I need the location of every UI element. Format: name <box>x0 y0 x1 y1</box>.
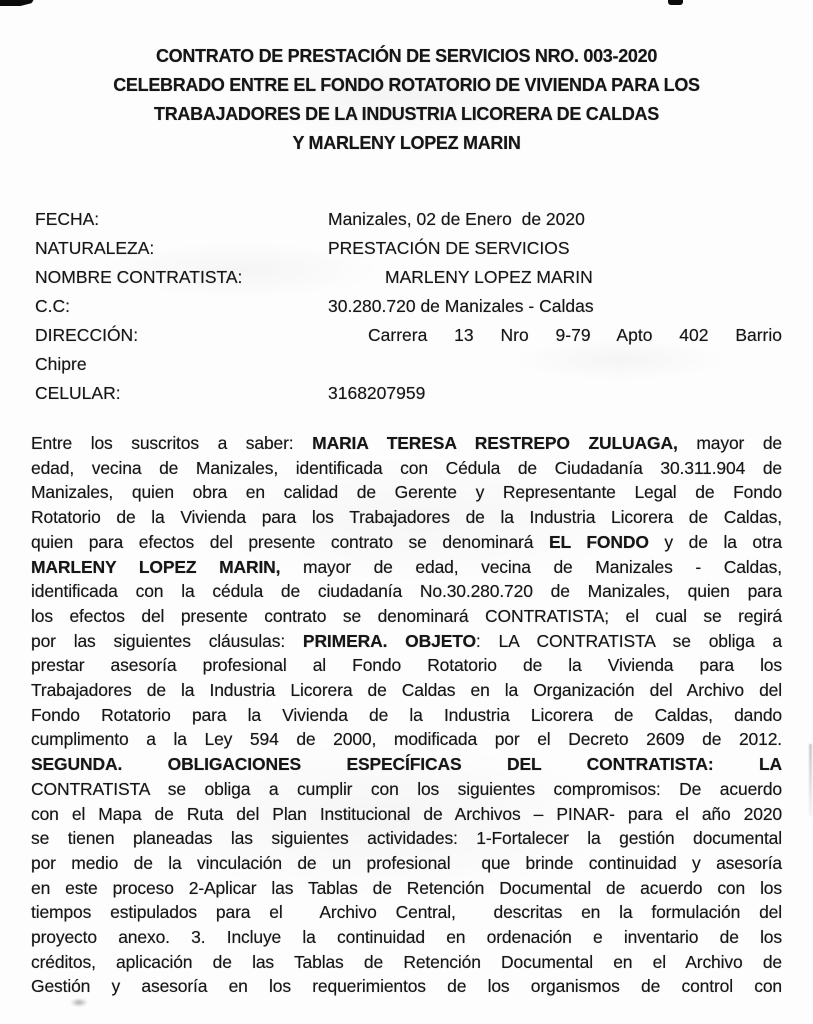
contract-body-line: Trabajadores de la Industria Licorera de Caldas en la Organización del Archivo del <box>31 680 782 701</box>
text-segment: mayor de edad, vecina de Manizales - Caldas, <box>280 556 782 577</box>
contract-body-line: por medio de la vinculación de un profesional que brinde continuidad y asesoría <box>31 852 782 873</box>
contract-body-line: créditos, aplicación de las Tablas de Retención Documental en el Archivo de <box>31 951 782 972</box>
contract-body-line: CONTRATISTA se obliga a cumplir con los siguientes compromisos: De acuerdo <box>31 778 782 799</box>
contract-body-line <box>31 629 782 654</box>
scan-artifact-top-right <box>668 0 683 5</box>
nombre-contratista-label: NOMBRE CONTRATISTA: <box>35 267 243 287</box>
cc-value: 30.280.720 de Manizales - Caldas <box>328 296 594 316</box>
contract-body-line: identificada con la cédula de ciudadanía No.30.280.720 de Manizales, quien para <box>31 581 782 602</box>
contract-body-line <box>31 555 782 580</box>
contract-body-line: se tienen planeadas las siguientes actividades: 1-Fortalecer la gestión documental <box>31 828 782 849</box>
contract-body-line: con el Mapa de Ruta del Plan Institucional de Archivos – PINAR- para el año 2020 <box>31 803 782 824</box>
contract-body-line <box>31 431 782 456</box>
scan-artifact-top-left <box>0 0 34 6</box>
document-title-line: Y MARLENY LOPEZ MARIN <box>292 133 521 153</box>
meta-row-celular <box>35 379 782 408</box>
naturaleza-label: NATURALEZA: <box>35 238 155 258</box>
direccion-value-overflow: Chipre <box>35 354 87 374</box>
text-segment: : LA CONTRATISTA se obliga a <box>475 630 782 651</box>
contract-body-line: Rotatorio de la Vivienda para los Trabajadores de la Industria Licorera de Caldas, <box>31 507 782 528</box>
document-title <box>48 42 765 158</box>
bold-text-segment: MARIA TERESA RESTREPO ZULUAGA, <box>312 433 678 453</box>
contract-body-line <box>31 530 782 555</box>
meta-row-cc <box>35 292 782 321</box>
document-title-line: CONTRATO DE PRESTACIÓN DE SERVICIOS NRO. 003-2020 <box>155 46 658 66</box>
nombre-contratista-value: MARLENY LOPEZ MARIN <box>385 267 593 287</box>
contract-body-line: cumplimento a la Ley 594 de 2000, modificada por el Decreto 2609 de 2012. <box>31 729 782 750</box>
fecha-label: FECHA: <box>35 209 100 229</box>
meta-row-naturaleza <box>35 234 782 263</box>
text-segment: mayor de <box>677 433 782 453</box>
contract-body-line: tiempos estipulados para el Archivo Central, descritas en la formulación del <box>31 902 782 923</box>
contract-body-line: Fondo Rotatorio para la Vivienda de la Industria Licorera de Caldas, dando <box>31 704 782 725</box>
celular-value: 3168207959 <box>328 383 426 403</box>
bold-text-segment: PRIMERA. OBJETO <box>302 630 476 651</box>
meta-row-fecha <box>35 205 782 234</box>
text-segment: por las siguientes cláusulas: <box>31 630 303 651</box>
celular-label: CELULAR: <box>35 383 121 403</box>
contract-body-paragraph <box>31 431 782 999</box>
text-segment: Entre los suscritos a saber: <box>31 433 313 453</box>
bold-text-segment: MARLENY LOPEZ MARIN, <box>31 556 281 577</box>
fecha-value: Manizales, 02 de Enero de 2020 <box>328 209 585 229</box>
text-segment: quien para efectos del presente contrato se denominará <box>31 531 549 552</box>
document-title-line: CELEBRADO ENTRE EL FONDO ROTATORIO DE VIVIENDA PARA LOS <box>113 75 700 95</box>
bold-text-segment: SEGUNDA. OBLIGACIONES ESPECÍFICAS DEL CONTRATISTA: LA <box>31 754 782 775</box>
bold-text-segment: EL FONDO <box>548 531 649 552</box>
contract-body-line <box>31 752 782 777</box>
naturaleza-value: PRESTACIÓN DE SERVICIOS <box>328 238 570 258</box>
scan-edge-artifact-right <box>809 744 812 816</box>
contract-body-line: Manizales, quien obra en calidad de Gerente y Representante Legal de Fondo <box>31 482 782 503</box>
meta-row-direccion <box>35 321 782 350</box>
contract-body-line: en este proceso 2-Aplicar las Tablas de Retención Documental de acuerdo con los <box>31 877 782 898</box>
text-segment: y de la otra <box>648 531 782 552</box>
document-title-line: TRABAJADORES DE LA INDUSTRIA LICORERA DE CALDAS <box>154 104 659 124</box>
contract-body-line: edad, vecina de Manizales, identificada con Cédula de Ciudadanía 30.311.904 de <box>31 457 782 478</box>
contract-body-line: prestar asesoría profesional al Fondo Rotatorio de la Vivienda para los <box>31 655 782 676</box>
contract-metadata <box>35 205 782 408</box>
direccion-value: Carrera 13 Nro 9-79 Apto 402 Barrio <box>368 325 782 345</box>
contract-body-line: los efectos del presente contrato se denominará CONTRATISTA; el cual se regirá <box>31 605 782 626</box>
cc-label: C.C: <box>35 296 70 316</box>
direccion-label: DIRECCIÓN: <box>35 325 139 345</box>
contract-body-line: Gestión y asesoría en los requerimientos de los organismos de control con <box>31 976 782 997</box>
scan-smudge-bottom-left <box>70 998 88 1007</box>
contract-body-line: proyecto anexo. 3. Incluye la continuidad en ordenación e inventario de los <box>31 927 782 948</box>
meta-row-nombre-contratista <box>35 263 782 292</box>
